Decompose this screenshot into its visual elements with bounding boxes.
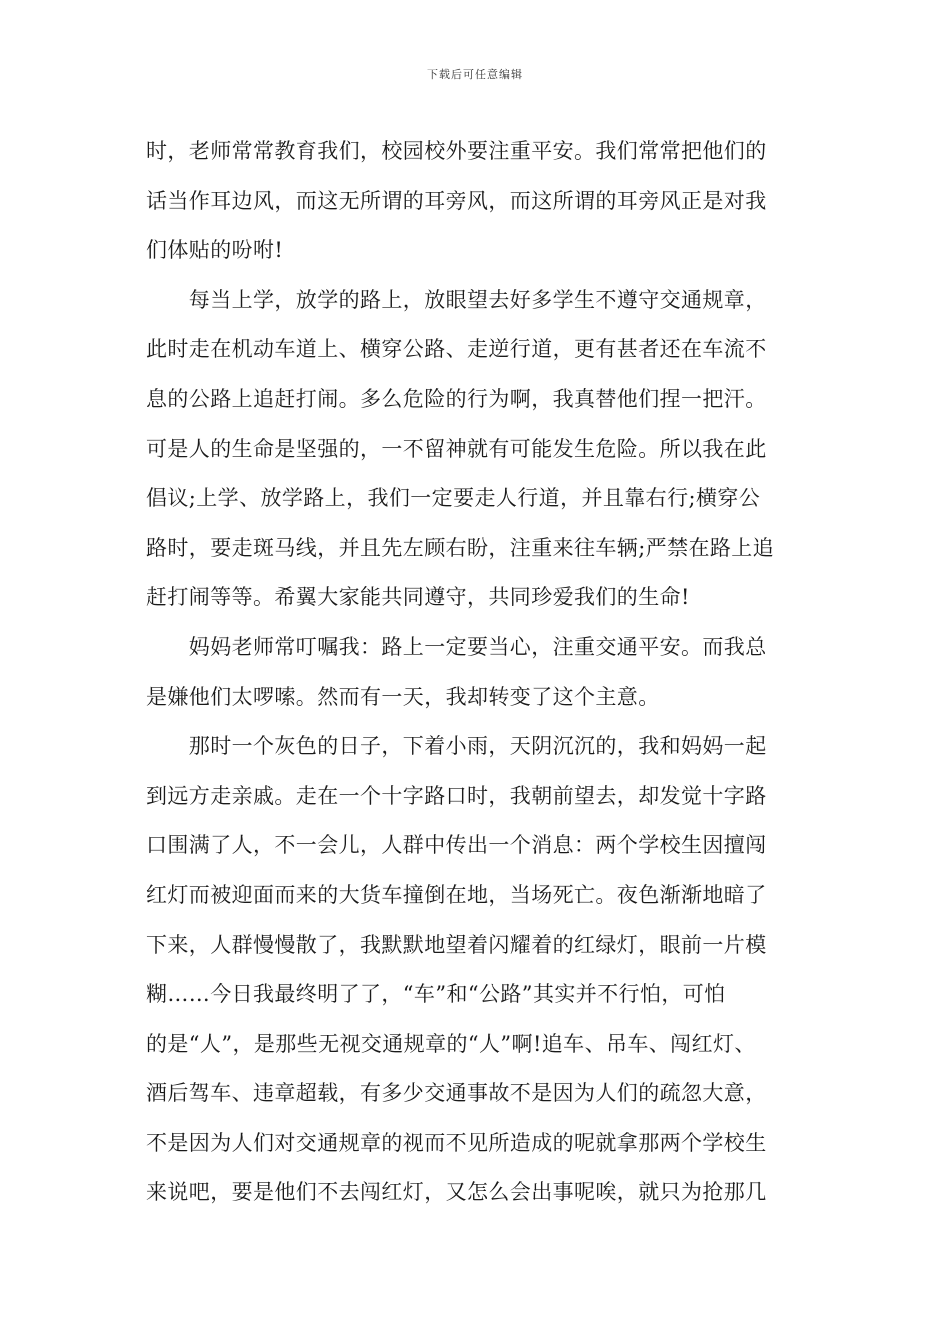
text-line: 到远方走亲戚。走在一个十字路口时，我朝前望去，却发觉十字路 bbox=[146, 783, 767, 808]
text-line: 妈妈老师常叮嘱我：路上一定要当心，注重交通平安。而我总 bbox=[146, 634, 767, 659]
text-line: 那时一个灰色的日子，下着小雨，天阴沉沉的，我和妈妈一起 bbox=[146, 734, 767, 759]
text-line: 糊……今日我最终明了了，“车”和“公路”其实并不行怕，可怕 bbox=[146, 982, 726, 1007]
text-line: 息的公路上追赶打闹。多么危险的行为啊，我真替他们捏一把汗。 bbox=[146, 386, 767, 411]
text-line: 的是“人”，是那些无视交通规章的“人”啊!追车、吊车、闯红灯、 bbox=[146, 1031, 756, 1056]
text-line: 们体贴的吩咐! bbox=[146, 238, 284, 263]
text-line: 不是因为人们对交通规章的视而不见所造成的呢就拿那两个学校生 bbox=[146, 1130, 767, 1155]
text-line: 倡议;上学、放学路上，我们一定要走人行道，并且靠右行;横穿公 bbox=[146, 486, 761, 511]
text-line: 是嫌他们太啰嗦。然而有一天，我却转变了这个主意。 bbox=[146, 684, 660, 709]
text-line: 红灯而被迎面而来的大货车撞倒在地，当场死亡。夜色渐渐地暗了 bbox=[146, 882, 767, 907]
text-line: 下来，人群慢慢散了，我默默地望着闪耀着的红绿灯，眼前一片模 bbox=[146, 932, 767, 957]
text-line: 此时走在机动车道上、横穿公路、走逆行道，更有甚者还在车流不 bbox=[146, 337, 767, 362]
document-body bbox=[146, 127, 826, 1218]
text-line: 话当作耳边风，而这无所谓的耳旁风，而这所谓的耳旁风正是对我 bbox=[146, 188, 767, 213]
text-line: 路时，要走斑马线，并且先左顾右盼，注重来往车辆;严禁在路上追 bbox=[146, 535, 775, 560]
text-line: 每当上学，放学的路上，放眼望去好多学生不遵守交通规章， bbox=[146, 287, 767, 312]
page-header-note: 下载后可任意编辑 bbox=[427, 68, 523, 81]
text-line: 赶打闹等等。希翼大家能共同遵守，共同珍爱我们的生命! bbox=[146, 585, 690, 610]
text-line: 酒后驾车、违章超载，有多少交通事故不是因为人们的疏忽大意， bbox=[146, 1081, 767, 1106]
text-line: 可是人的生命是坚强的，一不留神就有可能发生危险。所以我在此 bbox=[146, 436, 767, 461]
text-line: 口围满了人，不一会儿，人群中传出一个消息：两个学校生因擅闯 bbox=[146, 833, 767, 858]
text-line: 来说吧，要是他们不去闯红灯，又怎么会出事呢唉，就只为抢那几 bbox=[146, 1180, 767, 1205]
text-line: 时，老师常常教育我们，校园校外要注重平安。我们常常把他们的 bbox=[146, 139, 767, 163]
